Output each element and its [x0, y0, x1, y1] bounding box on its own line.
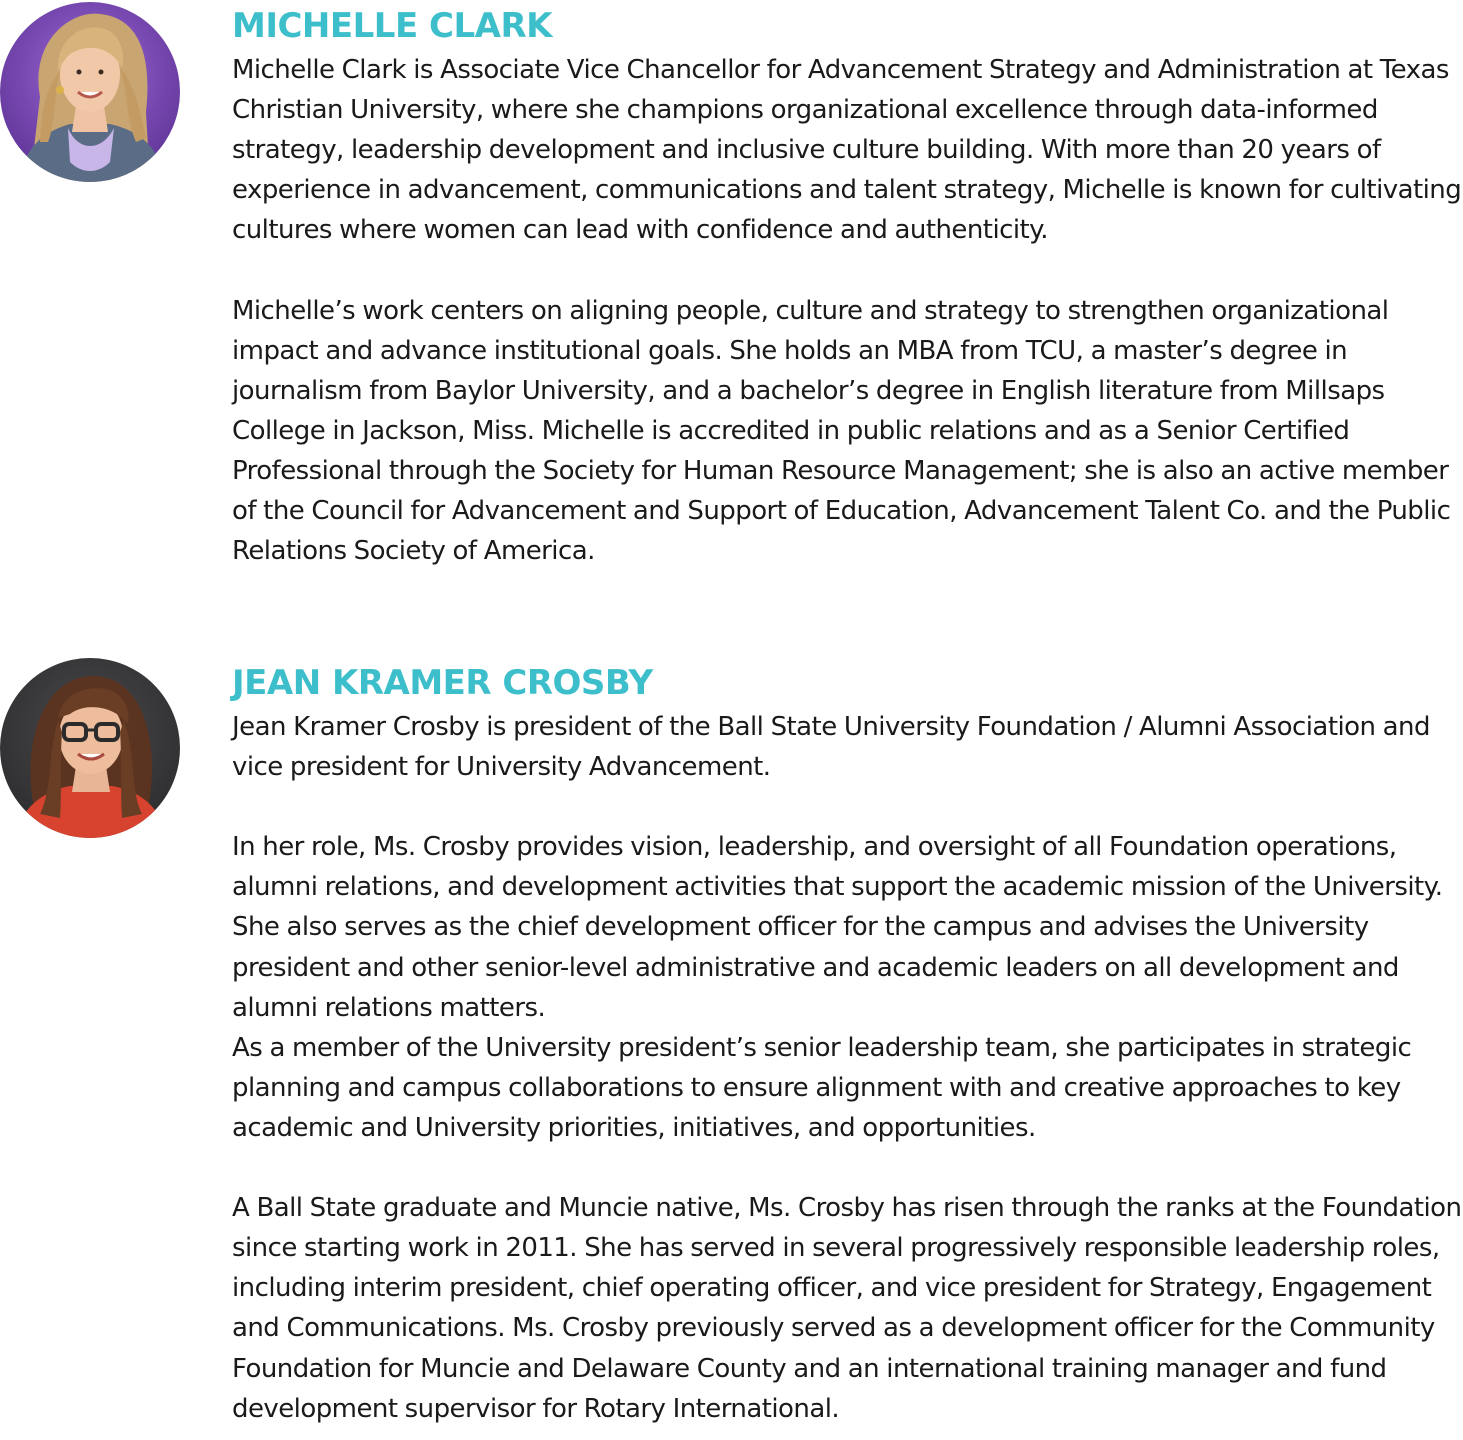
portrait-photo-jean-kramer-crosby — [0, 658, 180, 838]
bio-content — [232, 0, 1463, 571]
avatar-jean-kramer-crosby — [0, 658, 180, 838]
avatar-michelle-clark — [0, 2, 180, 182]
bio-paragraph: As a member of the University president’s senior leadership team, she participates in strategic planning and campus collaborations to ensure alignment with and creative approaches to key academic and University priorities, initiatives, and opportunities. — [232, 1032, 1412, 1143]
bio-paragraph: Jean Kramer Crosby is president of the Ball State University Foundation / Alumni Association and vice president for University Advancement. — [232, 712, 1430, 783]
portrait-photo-michelle-clark — [0, 2, 180, 182]
bio-paragraph: In her role, Ms. Crosby provides vision, leadership, and oversight of all Foundation operations, alumni relations, and development activities that support the academic mission of the University. She also serves as the chief development officer for the campus and advises the University president and other senior-level administrative and academic leaders on all development and alumni relations matters. — [232, 832, 1443, 1023]
person-name: JEAN KRAMER CROSBY — [232, 663, 653, 703]
bio-paragraph: A Ball State graduate and Muncie native, Ms. Crosby has risen through the ranks at the Foundation since starting work in 2011. She has served in several progressively responsible leadership roles, including interim president, chief operating officer, and vice president for Strategy, Engagement and Communications. Ms. Crosby previously served as a development officer for the Community Foundation for Muncie and Delaware County and an international training manager and fund development supervisor for Rotary International. — [232, 1193, 1462, 1424]
person-name: MICHELLE CLARK — [232, 6, 552, 46]
bio-content — [232, 656, 1463, 1429]
bio-paragraph: Michelle Clark is Associate Vice Chancellor for Advancement Strategy and Administration at Texas Christian University, where she champions organizational excellence through data-informed strategy, leadership development and inclusive culture building. With more than 20 years of experience in advancement, communications and talent strategy, Michelle is known for cultivating cultures where women can lead with confidence and authenticity. — [232, 55, 1462, 246]
bio-paragraph: Michelle’s work centers on aligning people, culture and strategy to strengthen organizational impact and advance institutional goals. She holds an MBA from TCU, a master’s degree in journalism from Baylor University, and a bachelor’s degree in English literature from Millsaps College in Jackson, Miss. Michelle is accredited in public relations and as a Senior Certified Professional through the Society for Human Resource Management; she is also an active member of the Council for Advancement and Support of Education, Advancement Talent Co. and the Public Relations Society of America. — [232, 295, 1451, 567]
